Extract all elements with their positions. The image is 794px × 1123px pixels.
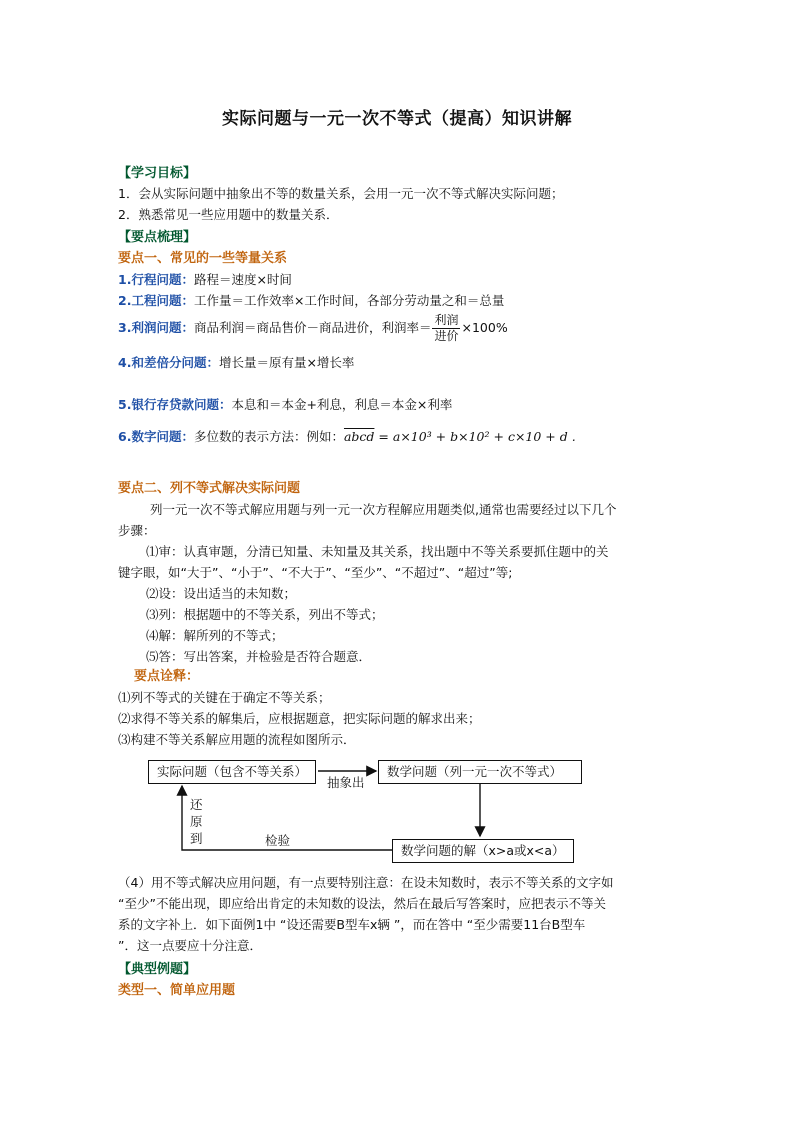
- label-restore-1: 还: [190, 797, 203, 812]
- note-item: ⑶构建不等关系解应用题的流程如图所示．: [118, 732, 356, 747]
- step-item: ⑴审：认真审题，分清已知量、未知量及其关系，找出题中不等关系要抓住题中的关: [146, 544, 609, 559]
- remark-line: 系的文字补上．如下面例1中 “设还需要B型车x辆 ”，而在答中 “至少需要11台B型车: [118, 917, 586, 932]
- relation-label: 1.行程问题：: [118, 272, 194, 287]
- box-math-problem: 数学问题（列一元一次不等式）: [378, 760, 582, 784]
- remark-line: ”．这一点要应十分注意．: [118, 938, 262, 953]
- label-restore-2: 原: [190, 814, 203, 829]
- key-points-heading: 【要点梳理】: [118, 230, 197, 245]
- point2-intro: 步骤：: [118, 523, 156, 538]
- box-math-solution: 数学问题的解（x>a或x<a）: [392, 839, 574, 863]
- step-item: ⑸答：写出答案，并检验是否符合题意．: [146, 649, 372, 664]
- step-item: 键字眼，如“大于”、“小于”、“不大于”、“至少”、“不超过”、“超过”等;: [118, 565, 513, 580]
- relation-suffix: ×100%: [461, 320, 508, 335]
- objective-item: 2．熟悉常见一些应用题中的数量关系．: [118, 207, 339, 222]
- label-check: 检验: [265, 833, 291, 848]
- relation-label: 5.银行存贷款问题：: [118, 397, 232, 412]
- note-item: ⑵求得不等关系的解集后，应根据题意，把实际问题的解求出来；: [118, 711, 481, 726]
- type1-heading: 类型一、简单应用题: [118, 983, 236, 998]
- step-item: ⑶列：根据题中的不等关系，列出不等式；: [146, 607, 384, 622]
- box-real-problem: 实际问题（包含不等关系）: [148, 760, 316, 784]
- relation-text: 路程＝速度×时间: [193, 272, 292, 287]
- objective-item: 1．会从实际问题中抽象出不等的数量关系，会用一元一次不等式解决实际问题；: [118, 186, 564, 201]
- relation-text: 商品利润＝商品售价－商品进价，利润率＝: [193, 320, 432, 335]
- page-title: 实际问题与一元一次不等式（提高）知识讲解: [222, 109, 572, 129]
- relation-label: 6.数字问题：: [118, 429, 194, 444]
- relation-label: 4.和差倍分问题：: [118, 355, 219, 370]
- objectives-heading: 【学习目标】: [118, 166, 197, 181]
- relation-label: 2.工程问题：: [118, 293, 194, 308]
- relation-text: 增长量＝原有量×增长率: [218, 355, 355, 370]
- point2-heading: 要点二、列不等式解决实际问题: [118, 481, 301, 496]
- fraction-denominator: 进价: [434, 329, 459, 343]
- label-abstract: 抽象出: [327, 775, 365, 790]
- digit-expansion: = a×10³ + b×10² + c×10 + d .: [378, 429, 576, 444]
- remark-line: （4）用不等式解决应用问题，有一点要特别注意：在设未知数时，表示不等关系的文字如: [118, 875, 614, 890]
- note-heading: 要点诠释：: [134, 669, 200, 684]
- step-item: ⑵设：设出适当的未知数；: [146, 586, 297, 601]
- examples-heading: 【典型例题】: [118, 962, 197, 977]
- point2-intro: 列一元一次不等式解应用题与列一元一次方程解应用题类似,通常也需要经过以下几个: [150, 502, 617, 517]
- relation-label: 3.利润问题：: [118, 320, 194, 335]
- step-item: ⑷解：解所列的不等式；: [146, 628, 284, 643]
- fraction-numerator: 利润: [434, 313, 459, 327]
- digit-notation: abcd: [343, 429, 375, 444]
- note-item: ⑴列不等式的关键在于确定不等关系；: [118, 690, 331, 705]
- relation-text: 本息和＝本金+利息，利息＝本金×利率: [231, 397, 453, 412]
- remark-line: “至少”不能出现，即应给出肯定的未知数的设法，然后在最后写答案时，应把表示不等关: [118, 896, 606, 911]
- relation-text: 工作量＝工作效率×工作时间，各部分劳动量之和＝总量: [193, 293, 505, 308]
- relation-text: 多位数的表示方法：例如：: [193, 429, 344, 444]
- label-restore-3: 到: [190, 831, 203, 846]
- point1-heading: 要点一、常见的一些等量关系: [118, 251, 288, 266]
